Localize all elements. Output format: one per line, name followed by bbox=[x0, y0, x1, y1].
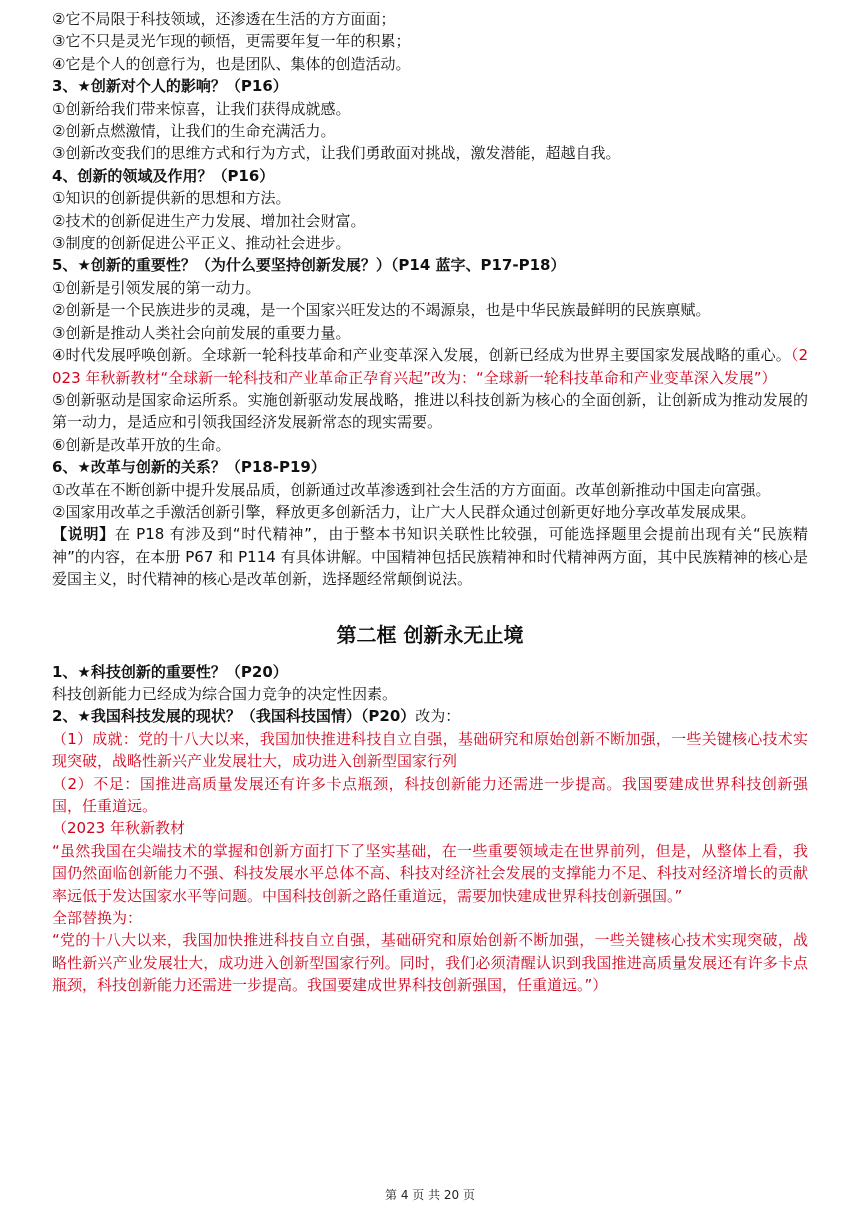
page-number: 第 4 页 共 20 页 bbox=[385, 1188, 475, 1202]
answer-item: ①创新是引领发展的第一动力。 bbox=[52, 278, 261, 297]
note-paragraph bbox=[52, 523, 808, 590]
answer-item: ①知识的创新提供新的思想和方法。 bbox=[52, 189, 291, 208]
answer-item: ②技术的创新促进生产力发展、增加社会财富。 bbox=[52, 211, 366, 230]
revision-line: “虽然我国在尖端技术的掌握和创新方面打下了坚实基础，在一些重要领域走在世界前列，但是，从整体上看，我国仍然面临创新能力不强、科技发展水平总体不高、科技对经济社会发展的支撑能力不足、科技对经济增长的贡献率远低于发达国家水平等问题。中国科技创新之路任重道远，需要加快建成世界科技创新强国。” bbox=[52, 841, 808, 905]
answer-item: ⑤创新驱动是国家命运所系。实施创新驱动发展战略，推进以科技创新为核心的全面创新，让创新成为推动发展的第一动力，是适应和引领我国经济发展新常态的现实需要。 bbox=[52, 390, 808, 432]
revision-line: （2）不足：国推进高质量发展还有许多卡点瓶颈，科技创新能力还需进一步提高。我国要建成世界科技创新强国，任重道远。 bbox=[52, 774, 808, 815]
heading-tail: 改为： bbox=[415, 707, 461, 726]
question-heading-row bbox=[52, 705, 808, 727]
answer-item: ②创新是一个民族进步的灵魂，是一个国家兴旺发达的不竭源泉，也是中华民族最鲜明的民族禀赋。 bbox=[52, 301, 711, 320]
revision-line: “党的十八大以来，我国加快推进科技自立自强，基础研究和原始创新不断加强，一些关键核心技术实现突破，战略性新兴产业发展壮大，成功进入创新型国家行列。同时，我们必须清醒认识到我国推进高质量发展还有许多卡点瓶颈，科技创新能力还需进一步提高。我国要建成世界科技创新强国，任重道远。”） bbox=[52, 931, 808, 995]
answer-item: ②国家用改革之手激活创新引擎，释放更多创新活力，让广大人民群众通过创新更好地分享改革发展成果。 bbox=[52, 502, 756, 521]
paragraph: ②它不局限于科技领域，还渗透在生活的方方面面； bbox=[52, 10, 396, 28]
answer-item: 科技创新能力已经成为综合国力竞争的决定性因素。 bbox=[52, 684, 398, 703]
paragraph: ④它是个人的创意行为，也是团队、集体的创造活动。 bbox=[52, 54, 411, 73]
answer-item: ①改革在不断创新中提升发展品质，创新通过改革渗透到社会生活的方方面面。改革创新推动中国走向富强。 bbox=[52, 480, 771, 499]
answer-item: ②创新点燃激情，让我们的生命充满活力。 bbox=[52, 122, 336, 141]
answer-text: ④时代发展呼唤创新。全球新一轮科技革命和产业变革深入发展，创新已经成为世界主要国家发展战略的重心。 bbox=[52, 346, 791, 365]
paragraph: ③它不只是灵光乍现的顿悟，更需要年复一年的积累； bbox=[52, 32, 411, 51]
revision-note: （2023 年秋新教材“全球新一轮科技和产业革命正孕育兴起”改为：“全球新一轮科技革命和产业变革深入发展”） bbox=[52, 346, 808, 387]
revision-line: （2023 年秋新教材 bbox=[52, 819, 185, 838]
revision-line: （1）成就：党的十八大以来，我国加快推进科技自立自强，基础研究和原始创新不断加强，一些关键核心技术实现突破，战略性新兴产业发展壮大，成功进入创新型国家行列 bbox=[52, 729, 808, 771]
section-title: 第二框 创新永无止境 bbox=[336, 622, 524, 647]
question-heading: 6、★改革与创新的关系？（P18-P19） bbox=[52, 458, 326, 477]
revision-line: 全部替换为： bbox=[52, 909, 143, 928]
question-heading: 3、★创新对个人的影响？（P16） bbox=[52, 77, 288, 96]
answer-item: ③制度的创新促进公平正义、推动社会进步。 bbox=[52, 234, 351, 253]
question-heading: 1、★科技创新的重要性？（P20） bbox=[52, 662, 288, 681]
answer-item: ①创新给我们带来惊喜，让我们获得成就感。 bbox=[52, 99, 351, 118]
answer-item: ③创新是推动人类社会向前发展的重要力量。 bbox=[52, 323, 351, 342]
question-heading: 5、★创新的重要性？（为什么要坚持创新发展？）（P14 蓝字、P17-P18） bbox=[52, 256, 566, 275]
answer-item bbox=[52, 344, 808, 389]
answer-item: ⑥创新是改革开放的生命。 bbox=[52, 435, 231, 454]
question-heading: 4、创新的领域及作用？（P16） bbox=[52, 166, 275, 185]
note-label: 【说明】 bbox=[52, 525, 115, 544]
note-text: 在 P18 有涉及到“时代精神”，由于整本书知识关联性比较强，可能选择题里会提前出现有关“民族精神”的内容，在本册 P67 和 P114 有具体讲解。中国精神包括民族精神和时代精神两方面，其中民族精神的核心是爱国主义，时代精神的核心是改革创新，选择题经常颠倒说法。 bbox=[52, 525, 808, 589]
question-heading: 2、★我国科技发展的现状？（我国科技国情）（P20） bbox=[52, 707, 416, 726]
answer-item: ③创新改变我们的思维方式和行为方式，让我们勇敢面对挑战，激发潜能，超越自我。 bbox=[52, 144, 621, 163]
